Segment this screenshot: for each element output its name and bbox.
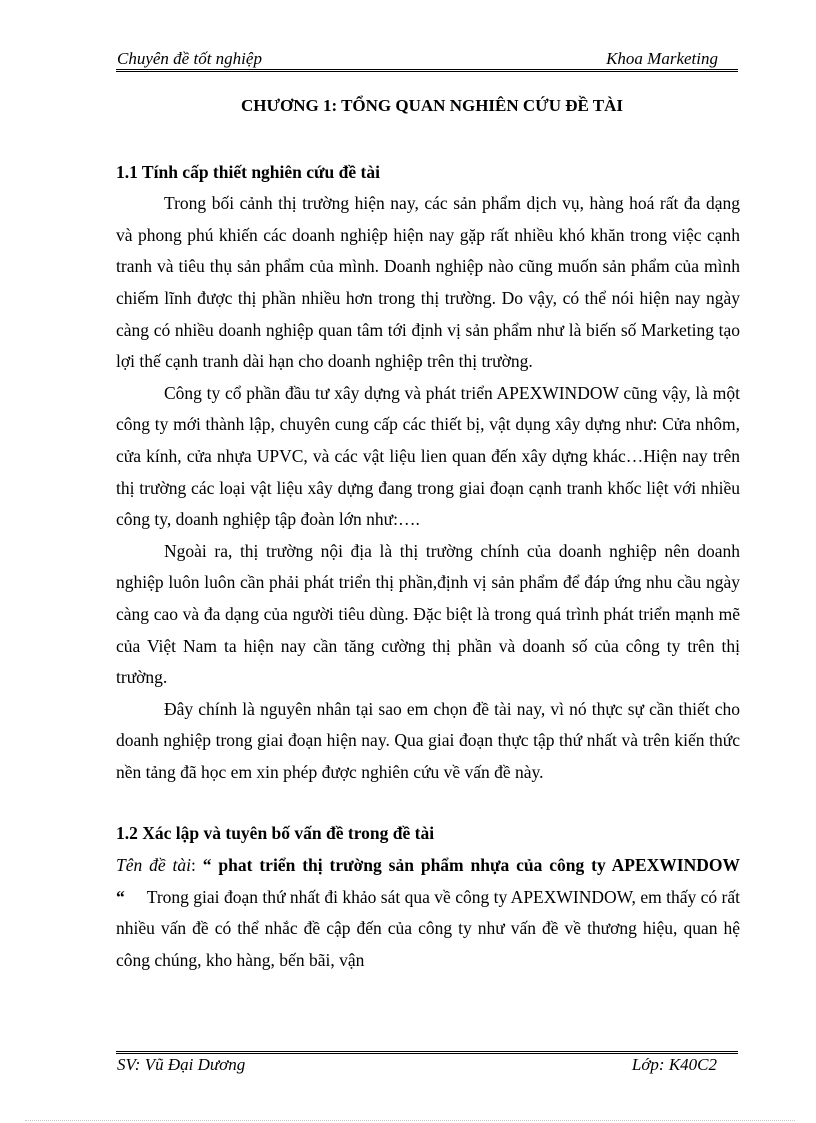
topic-label: Tên đề tài xyxy=(116,855,192,876)
topic-colon: : xyxy=(191,855,203,876)
paragraph: Ngoài ra, thị trường nội địa là thị trường chính của doanh nghiệp nên doanh nghiệp luôn luôn cần phải phát triển thị phần,định vị sản phẩm để đáp ứng nhu cầu ngày càng cao và đa dạng của người tiêu dùng. Đặc biệt là trong quá trình phát triển mạnh mẽ của Việt Nam ta hiện nay cần tăng cường thị phần và doanh số của công ty trên thị trường. xyxy=(116,540,740,688)
spacer xyxy=(116,122,740,157)
page-footer xyxy=(116,1055,738,1077)
footer-divider xyxy=(116,1051,738,1054)
footer-class: Lớp: K40C2 xyxy=(631,1055,717,1074)
paragraph: Đây chính là nguyên nhân tại sao em chọn đề tài nay, vì nó thực sự cần thiết cho doanh nghiệp trong giai đoạn hiện nay. Qua giai đoạn thực tập thứ nhất và trên kiến thức nền tảng đã học em xin phép được nghiên cứu về vấn đề này. xyxy=(116,698,740,782)
page-header xyxy=(116,49,738,71)
chapter-title: CHƯƠNG 1: TỔNG QUAN NGHIÊN CỨU ĐỀ TÀI xyxy=(240,96,624,115)
page-bottom-border xyxy=(25,1120,795,1121)
topic-text: Trong giai đoạn thứ nhất đi khảo sát qua về công ty APEXWINDOW, em thấy có rất nhiều vấn đề có thể nhắc đề cập đến của công ty như vấn đề về thương hiệu, quan hệ công chúng, kho hàng, bến bãi, vận xyxy=(116,886,740,970)
spacer xyxy=(116,788,740,818)
section-heading-1-2: 1.2 Xác lập và tuyên bố vấn đề trong đề tài xyxy=(116,823,435,844)
topic-paragraph xyxy=(116,850,740,976)
paragraph: Trong bối cảnh thị trường hiện nay, các sản phẩm dịch vụ, hàng hoá rất đa dạng và phong phú khiến các doanh nghiệp hiện nay gặp rất nhiều khó khăn trong việc cạnh tranh và tiêu thụ sản phẩm của mình. Doanh nghiệp nào cũng muốn sản phẩm của mình chiếm lĩnh được thị phần nhiều hơn trong thị trường. Do vậy, có thể nói hiện nay ngày càng có nhiều doanh nghiệp quan tâm tới định vị sản phẩm như là biến số Marketing tạo lợi thế cạnh tranh dài hạn cho doanh nghiệp trên thị trường. xyxy=(116,193,740,372)
header-divider xyxy=(116,69,738,72)
header-document-type: Chuyên đề tốt nghiệp xyxy=(117,49,262,68)
document-body xyxy=(116,90,740,976)
paragraph: Công ty cổ phần đầu tư xây dựng và phát triển APEXWINDOW cũng vậy, là một công ty mới thành lập, chuyên cung cấp các thiết bị, vật dụng xây dựng như: Cửa nhôm, cửa kính, cửa nhựa UPVC, và các vật liệu lien quan đến xây dựng khác…Hiện nay trên thị trường các loại vật liệu xây dựng đang trong giai đoạn cạnh tranh khốc liệt với nhiều công ty, doanh nghiệp tập đoàn lớn như:…. xyxy=(116,382,740,530)
topic-title: “ phat triển thị trường sản phẩm nhựa của công ty APEXWINDOW “ xyxy=(116,855,740,907)
footer-student-name: SV: Vũ Đại Dương xyxy=(117,1055,246,1074)
section-heading-1-1: 1.1 Tính cấp thiết nghiên cứu đề tài xyxy=(116,161,380,182)
header-faculty: Khoa Marketing xyxy=(606,49,718,68)
